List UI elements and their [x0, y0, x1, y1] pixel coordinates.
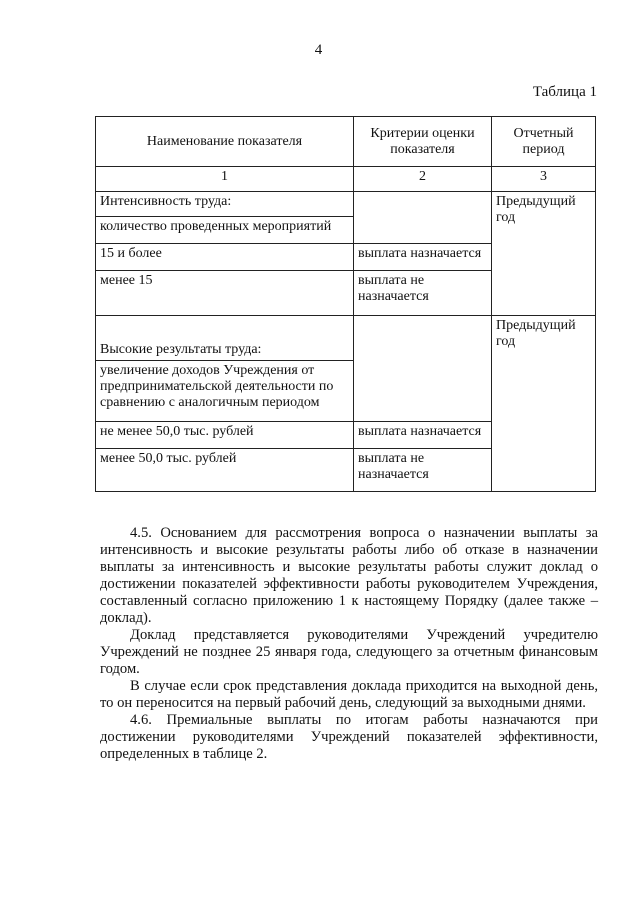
table-row: [96, 316, 596, 361]
body-text: [100, 525, 598, 763]
indicators-table: [95, 116, 596, 492]
header-criteria: Критерии оценки показателя: [354, 117, 492, 167]
column-number: 3: [492, 167, 596, 192]
criteria-cell: [354, 192, 492, 244]
column-number: 1: [96, 167, 354, 192]
indicator-name-cell: Интенсивность труда:: [96, 192, 354, 217]
column-number: 2: [354, 167, 492, 192]
criteria-cell: выплата не назначается: [354, 449, 492, 492]
header-indicator-name: Наименование показателя: [96, 117, 354, 167]
indicator-name-cell: не менее 50,0 тыс. рублей: [96, 422, 354, 449]
paragraph-4-6: 4.6. Премиальные выплаты по итогам работы назначаются при достижении руководителями Учреждений показателей эффективности, определенных в таблице 2.: [100, 712, 598, 762]
paragraph-report-deadline: Доклад представляется руководителями Учреждений учредителю Учреждений не позднее 25 января года, следующего за отчетным финансовым годом.: [100, 627, 598, 677]
period-cell: Предыдущий год: [492, 316, 596, 492]
period-cell: Предыдущий год: [492, 192, 596, 316]
criteria-cell: выплата не назначается: [354, 271, 492, 316]
criteria-cell: выплата назначается: [354, 422, 492, 449]
paragraph-4-5: 4.5. Основанием для рассмотрения вопроса о назначении выплаты за интенсивность и высокие результаты работы либо об отказе в назначении выплаты за интенсивность и высокие результаты работы служит доклад о достижении показателей эффективности работы руководителем Учреждения, составленный согласно приложению 1 к настоящему Порядку (далее также – доклад).: [100, 525, 598, 626]
indicator-name-cell: 15 и более: [96, 244, 354, 271]
indicator-name-cell: Высокие результаты труда:: [96, 316, 354, 361]
table-caption: Таблица 1: [532, 84, 597, 100]
criteria-cell: [354, 316, 492, 422]
indicator-name-cell: менее 50,0 тыс. рублей: [96, 449, 354, 492]
criteria-cell: выплата назначается: [354, 244, 492, 271]
indicator-name-cell: количество проведенных мероприятий: [96, 217, 354, 244]
indicator-name-cell: увеличение доходов Учреждения от предпринимательской деятельности по сравнению с аналогичным периодом: [96, 361, 354, 422]
page-number: 4: [314, 42, 323, 58]
table-number-row: [96, 167, 596, 192]
indicator-name-cell: менее 15: [96, 271, 354, 316]
header-period: Отчетный период: [492, 117, 596, 167]
paragraph-weekend-rule: В случае если срок представления доклада приходится на выходной день, то он переносится на первый рабочий день, следующий за выходными днями.: [100, 678, 598, 711]
table-row: [96, 192, 596, 217]
table-header-row: [96, 117, 596, 167]
